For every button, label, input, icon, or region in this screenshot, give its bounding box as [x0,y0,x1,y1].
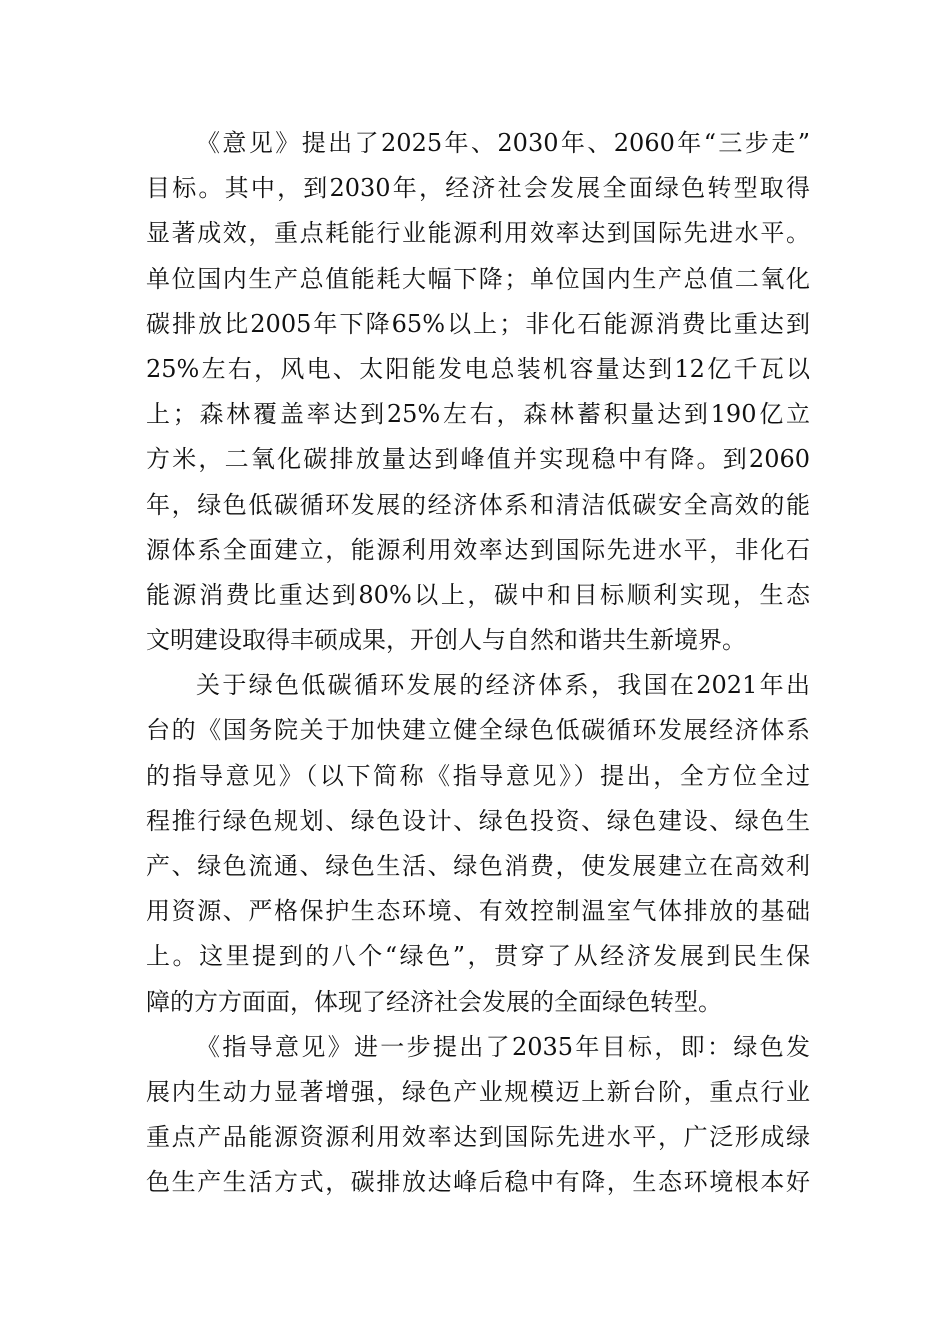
text-line: 色生产生活方式，碳排放达峰后稳中有降，生态环境根本好 [146,1168,810,1197]
text-line: 目标。其中，到2030年，经济社会发展全面绿色转型取得 [146,174,810,203]
text-line: 展内生动力显著增强，绿色产业规模迈上新台阶，重点行业 [146,1077,810,1106]
text-line: 障的方方面面，体现了经济社会发展的全面绿色转型。 [146,987,722,1016]
text-line: 上；森林覆盖率达到25%左右，森林蓄积量达到190亿立 [146,400,810,429]
text-line: 关于绿色低碳循环发展的经济体系，我国在2021年出 [196,671,810,700]
text-line: 源体系全面建立，能源利用效率达到国际先进水平，非化石 [146,535,810,564]
text-line: 台的《国务院关于加快建立健全绿色低碳循环发展经济体系 [146,716,810,745]
text-line: 用资源、严格保护生态环境、有效控制温室气体排放的基础 [146,897,810,926]
text-line: 年，绿色低碳循环发展的经济体系和清洁低碳安全高效的能 [146,490,810,519]
text-line: 产、绿色流通、绿色生活、绿色消费，使发展建立在高效利 [146,852,810,880]
text-line: 碳排放比2005年下降65%以上；非化石能源消费比重达到 [146,309,810,338]
text-line: 文明建设取得丰硕成果，开创人与自然和谐共生新境界。 [146,626,746,655]
body-text [146,121,810,1206]
text-line: 显著成效，重点耗能行业能源利用效率达到国际先进水平。 [146,219,810,248]
text-line: 《意见》提出了2025年、2030年、2060年“三步走” [196,129,810,157]
text-line: 程推行绿色规划、绿色设计、绿色投资、绿色建设、绿色生 [146,806,810,835]
text-line: 方米，二氧化碳排放量达到峰值并实现稳中有降。到2060 [146,445,810,474]
paragraph-three-step-goals [146,121,810,663]
paragraph-2035-goals [146,1025,810,1206]
text-line: 能源消费比重达到80%以上，碳中和目标顺利实现，生态 [146,580,810,609]
paragraph-green-economy-system [146,663,810,1025]
text-line: 重点产品能源资源利用效率达到国际先进水平，广泛形成绿 [146,1123,810,1152]
text-line: 《指导意见》进一步提出了2035年目标，即：绿色发 [196,1032,810,1061]
text-line: 的指导意见》（以下简称《指导意见》）提出，全方位全过 [146,761,810,790]
text-line: 25%左右，风电、太阳能发电总装机容量达到12亿千瓦以 [146,354,810,383]
text-line: 上。这里提到的八个“绿色”，贯穿了从经济发展到民生保 [146,942,810,971]
text-line: 单位国内生产总值能耗大幅下降；单位国内生产总值二氧化 [146,264,810,293]
